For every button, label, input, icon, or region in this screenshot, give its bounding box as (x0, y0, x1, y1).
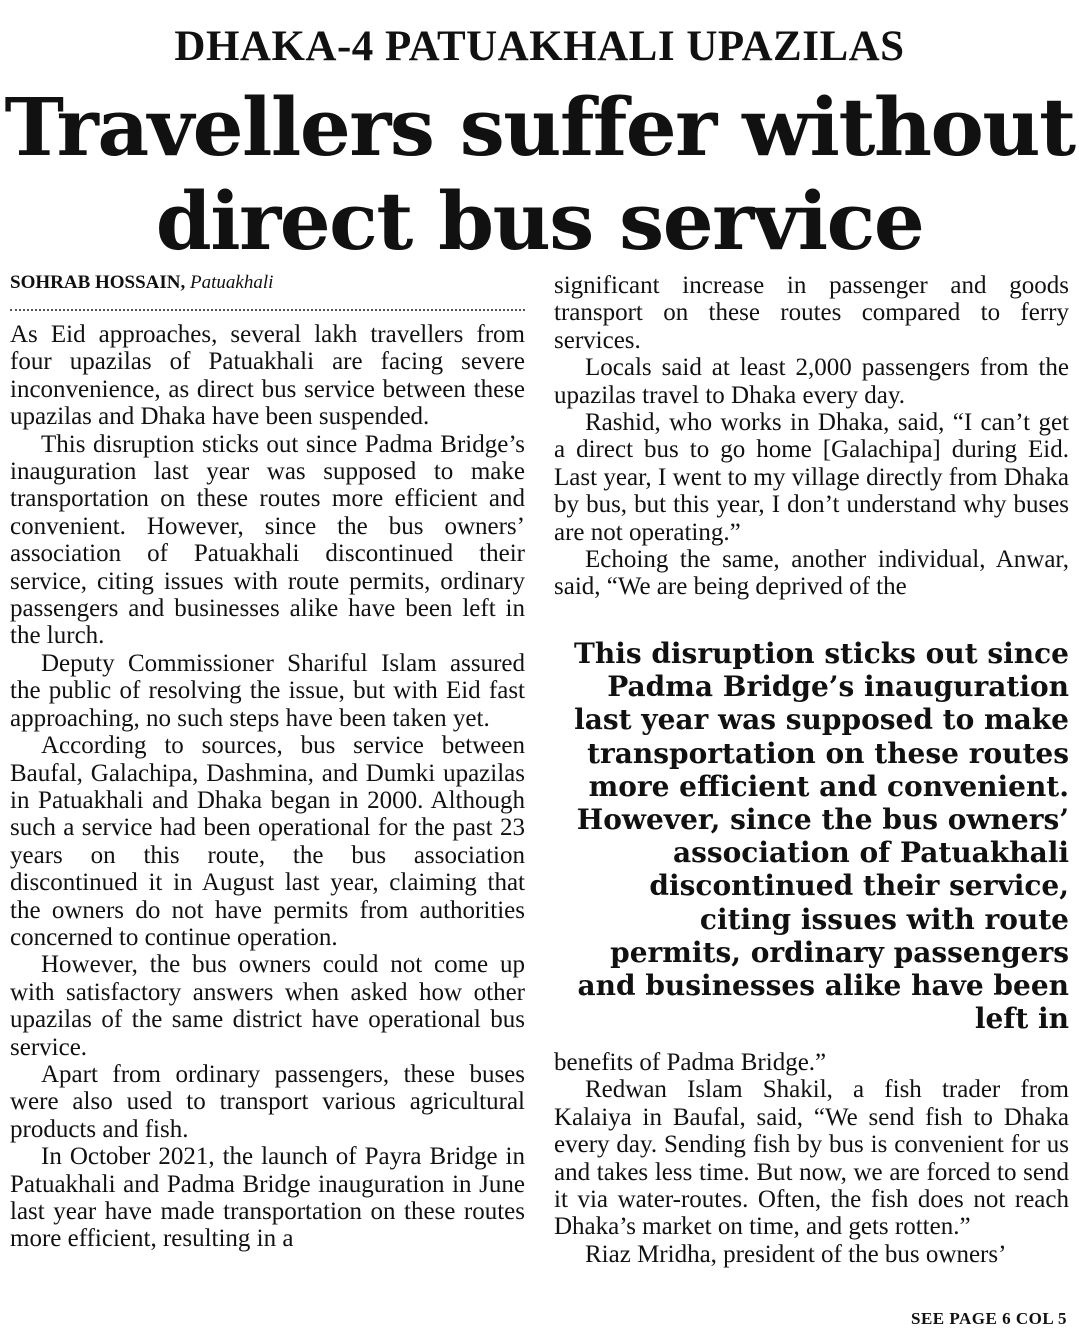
paragraph: In October 2021, the launch of Payra Bridge in Patuakhali and Padma Bridge inauguration in June last year have made transportation on these routes more efficient, resulting in a (10, 1143, 525, 1253)
article-column-left (10, 321, 525, 1253)
paragraph: Rashid, who works in Dhaka, said, “I can’t get a direct bus to go home [Galachipa] during Eid. Last year, I went to my village directly from Dhaka by bus, but this year, I don’t understand why buses are not operating.” (554, 409, 1069, 546)
byline (10, 272, 525, 294)
kicker: DHAKA-4 PATUAKHALI UPAZILAS (174, 23, 905, 70)
byline-location: Patuakhali (190, 272, 274, 293)
article-column-right-top (554, 272, 1069, 601)
paragraph: Echoing the same, another individual, Anwar, said, “We are being deprived of the (554, 546, 1069, 601)
paragraph: As Eid approaches, several lakh travellers from four upazilas of Patuakhali are facing severe inconvenience, as direct bus service between these upazilas and Dhaka have been suspended. (10, 321, 525, 431)
headline (0, 80, 1079, 268)
paragraph: Deputy Commissioner Shariful Islam assured the public of resolving the issue, but with Eid fast approaching, no such steps have been taken yet. (10, 649, 525, 732)
paragraph: Redwan Islam Shakil, a fish trader from Kalaiya in Baufal, said, “We send fish to Dhaka every day. Sending fish by bus is convenient for us and takes less time. But now, we are forced to send it via water-routes. Often, the fish does not reach Dhaka’s market on time, and gets rotten.” (554, 1076, 1069, 1241)
paragraph: significant increase in passenger and goods transport on these routes compared to ferry services. (554, 272, 1069, 354)
byline-author: SOHRAB HOSSAIN, (10, 272, 186, 293)
paragraph: Riaz Mridha, president of the bus owners’ (585, 1240, 1007, 1268)
headline-line-2: direct bus service (155, 174, 924, 268)
article-column-right-bottom (554, 1049, 1069, 1268)
paragraph: Locals said at least 2,000 passengers from the upazilas travel to Dhaka every day. (554, 354, 1069, 409)
byline-divider (10, 309, 525, 311)
pull-quote: This disruption sticks out since Padma Bridge’s inauguration last year was supposed to make transportation on these routes more efficient and convenient. However, since the bus owners’ association of Patuakhali discontinued their service, citing issues with route permits, ordinary passengers and businesses alike have been left in (574, 637, 1069, 1036)
paragraph: However, the bus owners could not come up with satisfactory answers when asked how other upazilas of the same district have operational bus service. (10, 951, 525, 1061)
paragraph: According to sources, bus service between Baufal, Galachipa, Dashmina, and Dumki upazilas in Patuakhali and Dhaka began in 2000. Although such a service had been operational for the past 23 years on this route, the bus association discontinued it in August last year, claiming that the owners do not have permits from authorities concerned to continue operation. (10, 732, 525, 951)
headline-line-1: Travellers suffer without (4, 80, 1075, 174)
continued-on-page-line: SEE PAGE 6 COL 5 (911, 1309, 1067, 1328)
paragraph: benefits of Padma Bridge.” (554, 1049, 827, 1076)
paragraph: Apart from ordinary passengers, these buses were also used to transport various agricultural products and fish. (10, 1060, 525, 1143)
paragraph: This disruption sticks out since Padma Bridge’s inauguration last year was supposed to make transportation on these routes more efficient and convenient. However, since the bus owners’ association of Patuakhali discontinued their service, citing issues with route permits, ordinary passengers and businesses alike have been left in the lurch. (10, 430, 525, 650)
